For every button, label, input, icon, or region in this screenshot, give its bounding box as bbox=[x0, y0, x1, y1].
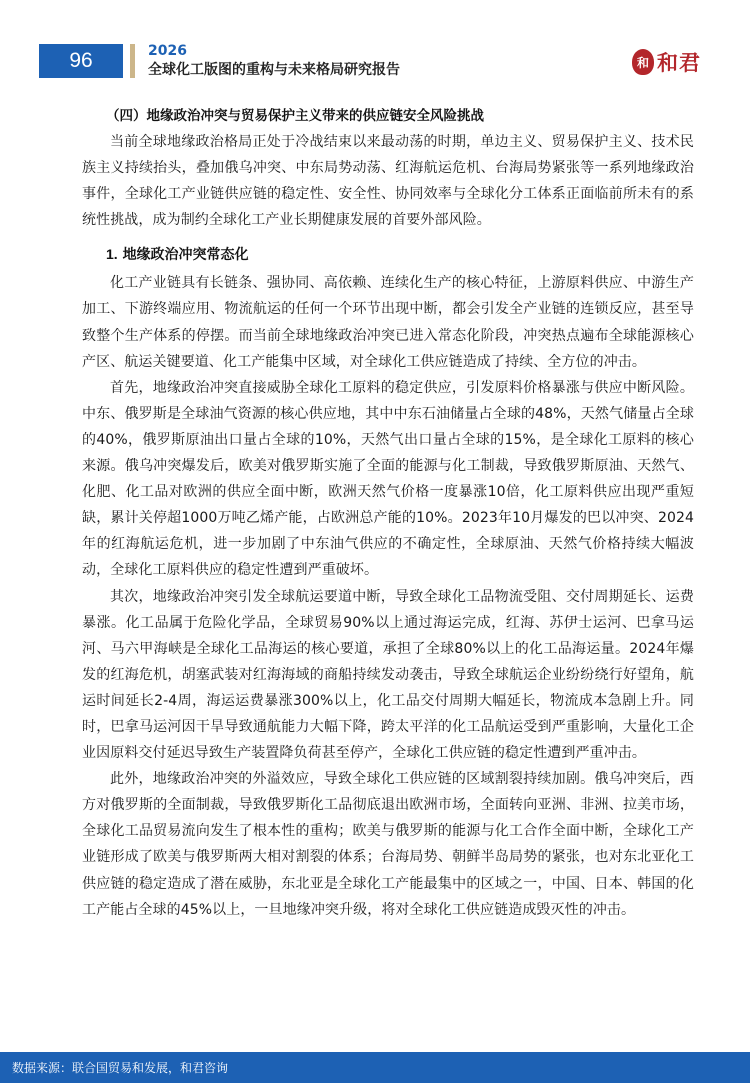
body-paragraph: 其次，地缘政治冲突引发全球航运要道中断，导致全球化工品物流受阻、交付周期延长、运费暴涨。化工品属于危险化学品，全球贸易90%以上通过海运完成，红海、苏伊士运河、巴拿马运河、马六甲海峡是全球化工品海运的核心要道，承担了全球80%以上的化工品海运量。2024年爆发的红海危机，胡塞武装对红海海域的商船持续发动袭击，导致全球航运企业纷纷绕行好望角，航运时间延长2-4周，海运运费暴涨300%以上，化工品交付周期大幅延长，物流成本急剧上升。同时，巴拿马运河因干旱导致通航能力大幅下降，跨太平洋的化工品航运受到严重影响，大量化工企业因原料交付延迟导致生产装置降负荷甚至停产，全球化工供应链的稳定性遭到严重冲击。 bbox=[82, 588, 694, 762]
subsection-heading bbox=[106, 241, 694, 268]
data-source-note: 数据来源：联合国贸易和发展，和君咨询 bbox=[12, 1061, 229, 1075]
logo-text: 和君 bbox=[657, 51, 701, 75]
logo-seal-icon: 和 bbox=[632, 49, 654, 75]
report-year: 2026 bbox=[148, 43, 187, 59]
subsection-title: 地缘政治冲突常态化 bbox=[122, 247, 249, 264]
subsection-number: 1. bbox=[106, 246, 118, 263]
body-paragraph: 化工产业链具有长链条、强协同、高依赖、连续化生产的核心特征，上游原料供应、中游生产加工、下游终端应用、物流航运的任何一个环节出现中断，都会引发全产业链的连锁反应，甚至导致整个生产体系的停摆。而当前全球地缘政治冲突已进入常态化阶段，冲突热点遍布全球能源核心产区、航运关键要道、化工产能集中区域，对全球化工供应链造成了持续、全方位的冲击。 bbox=[82, 275, 694, 370]
section-title: （四）地缘政治冲突与贸易保护主义带来的供应链安全风险挑战 bbox=[106, 108, 484, 124]
page-number-badge bbox=[39, 44, 123, 78]
page-number: 96 bbox=[69, 49, 93, 72]
body-paragraph: 首先，地缘政治冲突直接威胁全球化工原料的稳定供应，引发原料价格暴涨与供应中断风险。中东、俄罗斯是全球油气资源的核心供应地，其中中东石油储量占全球的48%，天然气储量占全球的40%，俄罗斯原油出口量占全球的10%，天然气出口量占全球的15%，是全球化工原料的核心来源。俄乌冲突爆发后，欧美对俄罗斯实施了全面的能源与化工制裁，导致俄罗斯原油、天然气、化肥、化工品对欧洲的供应全面中断，欧洲天然气价格一度暴涨10倍，化工原料供应出现严重短缺，累计关停超1000万吨乙烯产能，占欧洲总产能的10%。2023年10月爆发的巴以冲突、2024年的红海航运危机，进一步加剧了中东油气供应的不确定性，全球原油、天然气价格持续大幅波动，全球化工原料供应的稳定性遭到严重破坏。 bbox=[82, 379, 694, 579]
body-paragraph: 此外，地缘政治冲突的外溢效应，导致全球化工供应链的区域割裂持续加剧。俄乌冲突后，西方对俄罗斯的全面制裁，导致俄罗斯化工品彻底退出欧洲市场，全面转向亚洲、非洲、拉美市场，全球化工品贸易流向发生了根本性的重构；欧美与俄罗斯的能源与化工合作全面中断，全球化工产业链形成了欧美与俄罗斯两大相对割裂的体系；台海局势、朝鲜半岛局势的紧张，也对东北亚化工供应链的稳定造成了潜在威胁，东北亚是全球化工产能最集中的区域之一，中国、日本、韩国的化工产能占全球的45%以上，一旦地缘冲突升级，将对全球化工供应链造成毁灭性的冲击。 bbox=[82, 771, 694, 918]
main-content bbox=[82, 103, 694, 923]
brand-logo bbox=[632, 42, 701, 82]
footer-bar bbox=[0, 1052, 750, 1083]
report-title: 全球化工版图的重构与未来格局研究报告 bbox=[148, 62, 400, 78]
header-divider bbox=[130, 44, 135, 78]
section-intro-paragraph: 当前全球地缘政治格局正处于冷战结束以来最动荡的时期，单边主义、贸易保护主义、技术民族主义持续抬头，叠加俄乌冲突、中东局势动荡、红海航运危机、台海局势紧张等一系列地缘政治事件，全球化工产业链供应链的稳定性、安全性、协同效率与全球化分工体系正面临前所未有的系统性挑战，成为制约全球化工产业长期健康发展的首要外部风险。 bbox=[82, 134, 694, 229]
